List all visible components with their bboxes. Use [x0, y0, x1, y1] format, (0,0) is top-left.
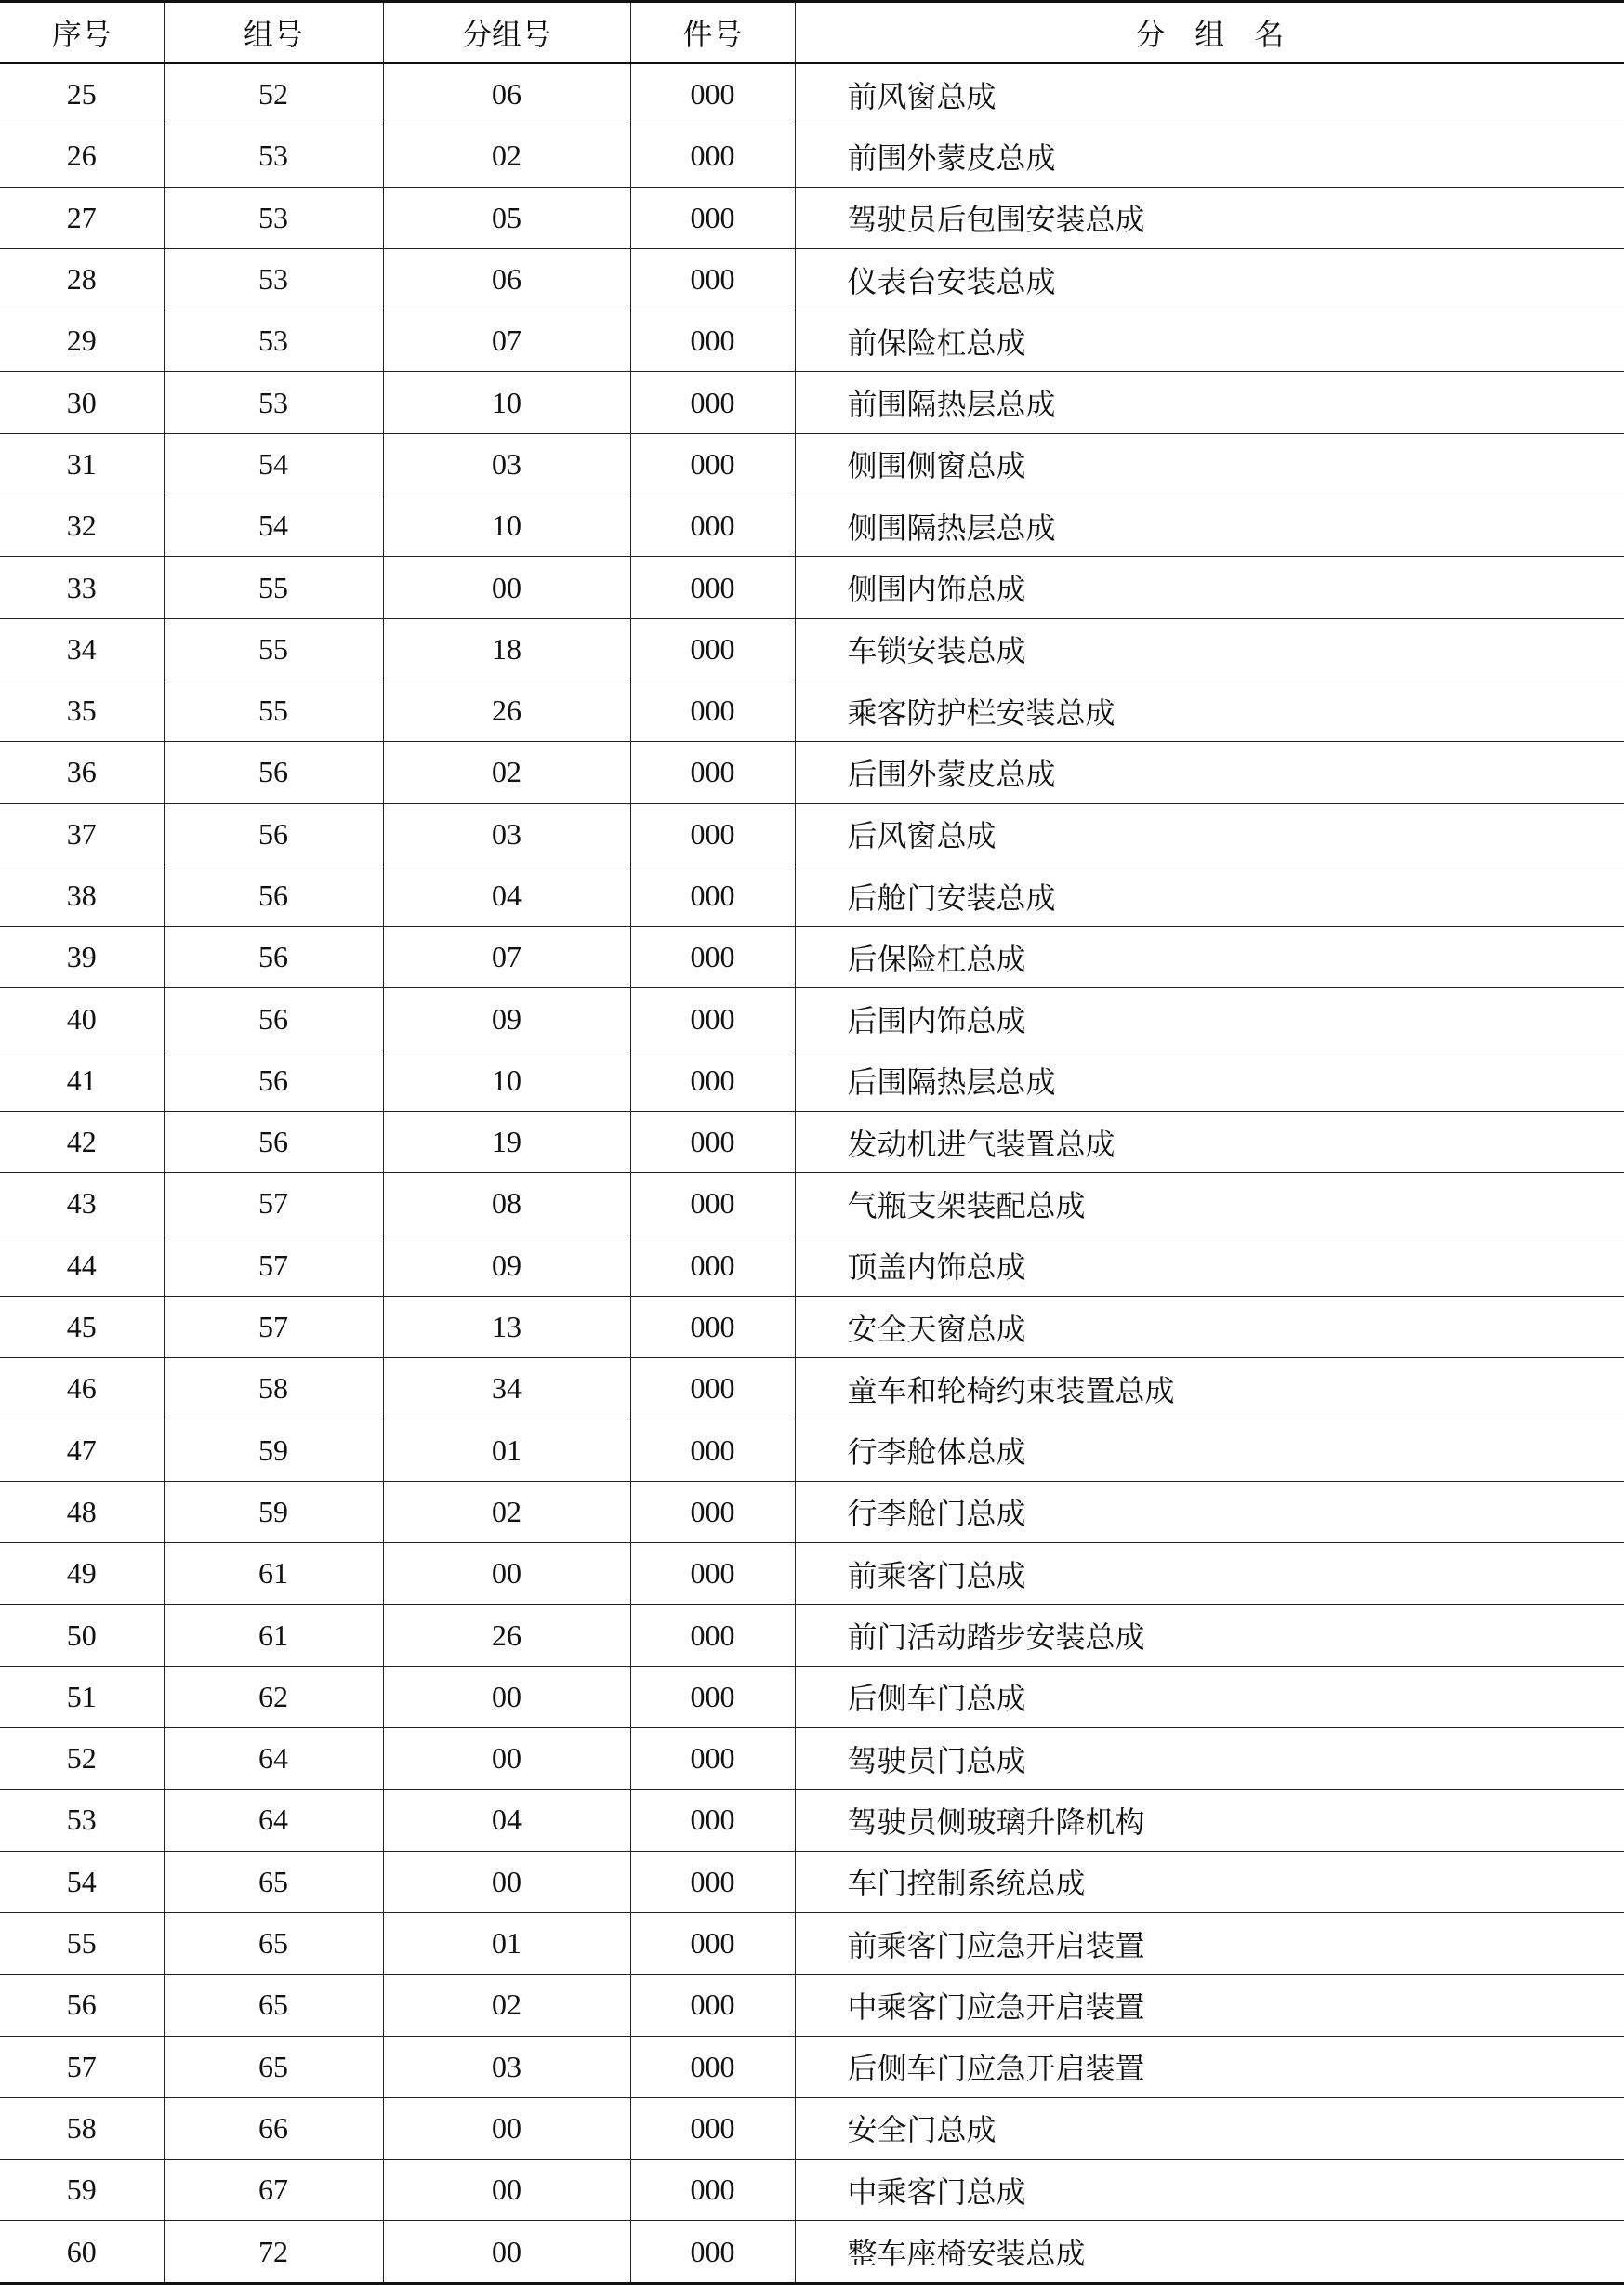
header-serial-number: 序号 — [0, 2, 164, 64]
group-number-cell: 61 — [164, 1605, 383, 1666]
subgroup-name-cell: 前保险杠总成 — [795, 310, 1624, 372]
group-number-cell: 66 — [164, 2097, 383, 2159]
part-number-cell: 000 — [630, 1666, 795, 1727]
subgroup-number-cell: 09 — [383, 1235, 630, 1296]
part-number-cell: 000 — [630, 1112, 795, 1173]
group-number-cell: 64 — [164, 1728, 383, 1790]
part-number-cell: 000 — [630, 1728, 795, 1790]
subgroup-number-cell: 00 — [383, 2097, 630, 2159]
part-number-cell: 000 — [630, 927, 795, 988]
subgroup-name-cell: 中乘客门总成 — [795, 2160, 1624, 2221]
header-group-number: 组号 — [164, 2, 383, 64]
subgroup-name-cell: 行李舱门总成 — [795, 1481, 1624, 1542]
table-row — [0, 988, 1624, 1050]
subgroup-name-cell: 后侧车门应急开启装置 — [795, 2036, 1624, 2097]
subgroup-number-cell: 03 — [383, 433, 630, 495]
table-row — [0, 1296, 1624, 1357]
subgroup-name-cell: 驾驶员门总成 — [795, 1728, 1624, 1790]
group-number-cell: 65 — [164, 1975, 383, 2036]
subgroup-number-cell: 00 — [383, 1728, 630, 1790]
part-number-cell: 000 — [630, 1173, 795, 1235]
subgroup-number-cell: 05 — [383, 187, 630, 248]
subgroup-number-cell: 00 — [383, 2221, 630, 2283]
serial-number-cell: 60 — [0, 2221, 164, 2283]
group-number-cell: 58 — [164, 1358, 383, 1420]
table-row — [0, 803, 1624, 865]
part-number-cell: 000 — [630, 1851, 795, 1912]
serial-number-cell: 31 — [0, 433, 164, 495]
serial-number-cell: 56 — [0, 1975, 164, 2036]
subgroup-name-cell: 后围隔热层总成 — [795, 1050, 1624, 1111]
table-row — [0, 1912, 1624, 1974]
subgroup-name-cell: 仪表台安装总成 — [795, 248, 1624, 310]
group-number-cell: 56 — [164, 1050, 383, 1111]
subgroup-number-cell: 07 — [383, 927, 630, 988]
table-row — [0, 125, 1624, 187]
subgroup-name-cell: 侧围侧窗总成 — [795, 433, 1624, 495]
group-number-cell: 53 — [164, 372, 383, 433]
serial-number-cell: 53 — [0, 1790, 164, 1851]
subgroup-number-cell: 10 — [383, 372, 630, 433]
group-number-cell: 59 — [164, 1481, 383, 1542]
group-number-cell: 56 — [164, 803, 383, 865]
table-row — [0, 1420, 1624, 1481]
subgroup-number-cell: 03 — [383, 803, 630, 865]
subgroup-name-cell: 前门活动踏步安装总成 — [795, 1605, 1624, 1666]
table-row — [0, 310, 1624, 372]
part-number-cell: 000 — [630, 680, 795, 741]
subgroup-name-cell: 顶盖内饰总成 — [795, 1235, 1624, 1296]
subgroup-number-cell: 26 — [383, 680, 630, 741]
serial-number-cell: 45 — [0, 1296, 164, 1357]
group-number-cell: 65 — [164, 2036, 383, 2097]
subgroup-number-cell: 03 — [383, 2036, 630, 2097]
serial-number-cell: 52 — [0, 1728, 164, 1790]
subgroup-number-cell: 00 — [383, 1851, 630, 1912]
subgroup-number-cell: 06 — [383, 248, 630, 310]
group-number-cell: 64 — [164, 1790, 383, 1851]
subgroup-name-cell: 前乘客门总成 — [795, 1543, 1624, 1605]
part-number-cell: 000 — [630, 1420, 795, 1481]
subgroup-name-cell: 驾驶员侧玻璃升降机构 — [795, 1790, 1624, 1851]
subgroup-number-cell: 18 — [383, 618, 630, 680]
part-number-cell: 000 — [630, 372, 795, 433]
serial-number-cell: 43 — [0, 1173, 164, 1235]
subgroup-number-cell: 02 — [383, 1481, 630, 1542]
serial-number-cell: 34 — [0, 618, 164, 680]
serial-number-cell: 39 — [0, 927, 164, 988]
serial-number-cell: 38 — [0, 865, 164, 926]
table-row — [0, 1728, 1624, 1790]
part-number-cell: 000 — [630, 618, 795, 680]
part-number-cell: 000 — [630, 2097, 795, 2159]
subgroup-number-cell: 02 — [383, 1975, 630, 2036]
subgroup-number-cell: 07 — [383, 310, 630, 372]
subgroup-number-cell: 01 — [383, 1420, 630, 1481]
table-body — [0, 63, 1624, 2283]
part-number-cell: 000 — [630, 865, 795, 926]
table-row — [0, 1481, 1624, 1542]
part-number-cell: 000 — [630, 248, 795, 310]
serial-number-cell: 49 — [0, 1543, 164, 1605]
serial-number-cell: 48 — [0, 1481, 164, 1542]
subgroup-number-cell: 02 — [383, 742, 630, 803]
group-number-cell: 56 — [164, 1112, 383, 1173]
serial-number-cell: 59 — [0, 2160, 164, 2221]
part-number-cell: 000 — [630, 1912, 795, 1974]
subgroup-number-cell: 06 — [383, 63, 630, 125]
group-number-cell: 56 — [164, 742, 383, 803]
table-row — [0, 433, 1624, 495]
subgroup-name-cell: 车门控制系统总成 — [795, 1851, 1624, 1912]
table-row — [0, 1543, 1624, 1605]
group-number-cell: 72 — [164, 2221, 383, 2283]
group-number-cell: 54 — [164, 433, 383, 495]
serial-number-cell: 47 — [0, 1420, 164, 1481]
table-row — [0, 865, 1624, 926]
serial-number-cell: 30 — [0, 372, 164, 433]
part-number-cell: 000 — [630, 1975, 795, 2036]
table-row — [0, 927, 1624, 988]
subgroup-name-cell: 安全门总成 — [795, 2097, 1624, 2159]
table-row — [0, 1851, 1624, 1912]
subgroup-number-cell: 00 — [383, 1543, 630, 1605]
subgroup-name-cell: 侧围隔热层总成 — [795, 495, 1624, 557]
part-number-cell: 000 — [630, 63, 795, 125]
part-number-cell: 000 — [630, 2160, 795, 2221]
part-number-cell: 000 — [630, 495, 795, 557]
group-number-cell: 56 — [164, 865, 383, 926]
group-number-cell: 57 — [164, 1235, 383, 1296]
subgroup-number-cell: 34 — [383, 1358, 630, 1420]
group-number-cell: 56 — [164, 988, 383, 1050]
subgroup-number-cell: 00 — [383, 2160, 630, 2221]
subgroup-number-cell: 13 — [383, 1296, 630, 1357]
serial-number-cell: 44 — [0, 1235, 164, 1296]
serial-number-cell: 50 — [0, 1605, 164, 1666]
group-number-cell: 53 — [164, 310, 383, 372]
group-number-cell: 56 — [164, 927, 383, 988]
group-number-cell: 55 — [164, 557, 383, 618]
header-subgroup-name: 分 组 名 — [795, 2, 1624, 64]
part-number-cell: 000 — [630, 1235, 795, 1296]
part-number-cell: 000 — [630, 1296, 795, 1357]
serial-number-cell: 33 — [0, 557, 164, 618]
subgroup-name-cell: 前围隔热层总成 — [795, 372, 1624, 433]
serial-number-cell: 35 — [0, 680, 164, 741]
table-row — [0, 618, 1624, 680]
group-number-cell: 57 — [164, 1173, 383, 1235]
subgroup-number-cell: 10 — [383, 495, 630, 557]
table-row — [0, 1358, 1624, 1420]
table-row — [0, 2221, 1624, 2283]
table-row — [0, 2097, 1624, 2159]
table-row — [0, 1235, 1624, 1296]
subgroup-number-cell: 08 — [383, 1173, 630, 1235]
group-number-cell: 62 — [164, 1666, 383, 1727]
part-number-cell: 000 — [630, 557, 795, 618]
serial-number-cell: 25 — [0, 63, 164, 125]
group-number-cell: 61 — [164, 1543, 383, 1605]
subgroup-name-cell: 气瓶支架装配总成 — [795, 1173, 1624, 1235]
subgroup-name-cell: 整车座椅安装总成 — [795, 2221, 1624, 2283]
subgroup-name-cell: 后保险杠总成 — [795, 927, 1624, 988]
serial-number-cell: 42 — [0, 1112, 164, 1173]
subgroup-name-cell: 童车和轮椅约束装置总成 — [795, 1358, 1624, 1420]
subgroup-name-cell: 安全天窗总成 — [795, 1296, 1624, 1357]
serial-number-cell: 27 — [0, 187, 164, 248]
table-row — [0, 372, 1624, 433]
table-row — [0, 1605, 1624, 1666]
subgroup-number-cell: 09 — [383, 988, 630, 1050]
part-number-cell: 000 — [630, 1050, 795, 1111]
part-number-cell: 000 — [630, 1543, 795, 1605]
serial-number-cell: 26 — [0, 125, 164, 187]
table-row — [0, 248, 1624, 310]
subgroup-name-cell: 乘客防护栏安装总成 — [795, 680, 1624, 741]
subgroup-name-cell: 后侧车门总成 — [795, 1666, 1624, 1727]
group-number-cell: 53 — [164, 125, 383, 187]
subgroup-number-cell: 02 — [383, 125, 630, 187]
table-row — [0, 2160, 1624, 2221]
subgroup-name-cell: 侧围内饰总成 — [795, 557, 1624, 618]
part-number-cell: 000 — [630, 1605, 795, 1666]
table-row — [0, 2036, 1624, 2097]
subgroup-number-cell: 19 — [383, 1112, 630, 1173]
subgroup-name-cell: 发动机进气装置总成 — [795, 1112, 1624, 1173]
subgroup-name-cell: 后风窗总成 — [795, 803, 1624, 865]
part-number-cell: 000 — [630, 187, 795, 248]
table-row — [0, 1173, 1624, 1235]
table-row — [0, 742, 1624, 803]
subgroup-name-cell: 后舱门安装总成 — [795, 865, 1624, 926]
part-number-cell: 000 — [630, 1790, 795, 1851]
part-number-cell: 000 — [630, 1358, 795, 1420]
serial-number-cell: 40 — [0, 988, 164, 1050]
group-number-cell: 52 — [164, 63, 383, 125]
group-number-cell: 55 — [164, 618, 383, 680]
subgroup-number-cell: 01 — [383, 1912, 630, 1974]
serial-number-cell: 46 — [0, 1358, 164, 1420]
header-subgroup-number: 分组号 — [383, 2, 630, 64]
group-number-cell: 55 — [164, 680, 383, 741]
subgroup-name-cell: 行李舱体总成 — [795, 1420, 1624, 1481]
part-number-cell: 000 — [630, 125, 795, 187]
table-row — [0, 1975, 1624, 2036]
subgroup-name-cell: 前乘客门应急开启装置 — [795, 1912, 1624, 1974]
subgroup-name-cell: 后围内饰总成 — [795, 988, 1624, 1050]
part-number-cell: 000 — [630, 2036, 795, 2097]
part-number-cell: 000 — [630, 803, 795, 865]
group-number-cell: 53 — [164, 248, 383, 310]
subgroup-number-cell: 00 — [383, 1666, 630, 1727]
part-number-cell: 000 — [630, 433, 795, 495]
table-row — [0, 1790, 1624, 1851]
serial-number-cell: 51 — [0, 1666, 164, 1727]
group-number-cell: 65 — [164, 1912, 383, 1974]
subgroup-name-cell: 后围外蒙皮总成 — [795, 742, 1624, 803]
table-header — [0, 2, 1624, 64]
part-number-cell: 000 — [630, 2221, 795, 2283]
subgroup-number-cell: 10 — [383, 1050, 630, 1111]
group-number-cell: 53 — [164, 187, 383, 248]
serial-number-cell: 37 — [0, 803, 164, 865]
group-number-cell: 65 — [164, 1851, 383, 1912]
group-number-cell: 67 — [164, 2160, 383, 2221]
serial-number-cell: 57 — [0, 2036, 164, 2097]
serial-number-cell: 28 — [0, 248, 164, 310]
part-number-cell: 000 — [630, 988, 795, 1050]
table-row — [0, 557, 1624, 618]
subgroup-name-cell: 前围外蒙皮总成 — [795, 125, 1624, 187]
serial-number-cell: 36 — [0, 742, 164, 803]
subgroup-number-cell: 26 — [383, 1605, 630, 1666]
header-row — [0, 2, 1624, 64]
table-row — [0, 187, 1624, 248]
table-row — [0, 1112, 1624, 1173]
group-number-cell: 57 — [164, 1296, 383, 1357]
subgroup-name-cell: 车锁安装总成 — [795, 618, 1624, 680]
part-number-cell: 000 — [630, 1481, 795, 1542]
group-number-cell: 59 — [164, 1420, 383, 1481]
subgroup-name-cell: 前风窗总成 — [795, 63, 1624, 125]
serial-number-cell: 32 — [0, 495, 164, 557]
table-row — [0, 680, 1624, 741]
subgroup-number-cell: 04 — [383, 865, 630, 926]
subgroup-name-cell: 驾驶员后包围安装总成 — [795, 187, 1624, 248]
serial-number-cell: 55 — [0, 1912, 164, 1974]
serial-number-cell: 41 — [0, 1050, 164, 1111]
serial-number-cell: 29 — [0, 310, 164, 372]
table-row — [0, 1666, 1624, 1727]
part-number-cell: 000 — [630, 742, 795, 803]
group-number-cell: 54 — [164, 495, 383, 557]
part-number-cell: 000 — [630, 310, 795, 372]
table-row — [0, 63, 1624, 125]
serial-number-cell: 58 — [0, 2097, 164, 2159]
header-part-number: 件号 — [630, 2, 795, 64]
subgroup-number-cell: 00 — [383, 557, 630, 618]
subgroup-number-cell: 04 — [383, 1790, 630, 1851]
serial-number-cell: 54 — [0, 1851, 164, 1912]
table-row — [0, 495, 1624, 557]
subgroup-name-cell: 中乘客门应急开启装置 — [795, 1975, 1624, 2036]
table-row — [0, 1050, 1624, 1111]
